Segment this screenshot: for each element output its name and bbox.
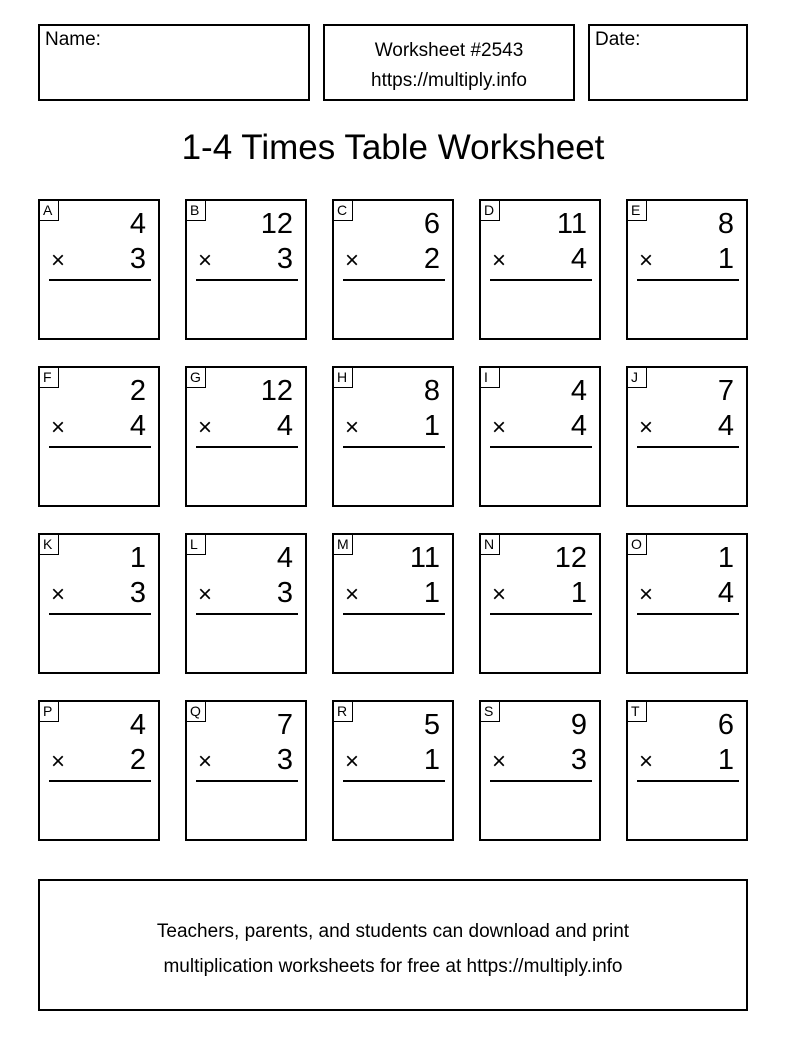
multiplier: 3 bbox=[276, 577, 293, 609]
multiplier: 2 bbox=[129, 744, 146, 776]
answer-line bbox=[49, 446, 151, 448]
answer-line bbox=[49, 780, 151, 782]
problem-card bbox=[332, 199, 454, 340]
multiplier: 1 bbox=[423, 577, 440, 609]
problem-letter: M bbox=[333, 534, 353, 555]
times-sign: × bbox=[51, 247, 66, 274]
times-sign: × bbox=[198, 581, 213, 608]
worksheet-number: Worksheet #2543 bbox=[374, 40, 524, 61]
times-sign: × bbox=[198, 748, 213, 775]
problem-letter: A bbox=[39, 200, 59, 221]
multiplier: 4 bbox=[570, 410, 587, 442]
multiplier: 1 bbox=[717, 243, 734, 275]
problem-card bbox=[38, 366, 160, 507]
multiplier: 2 bbox=[423, 243, 440, 275]
times-sign: × bbox=[492, 247, 507, 274]
footer-box bbox=[38, 879, 748, 1011]
multiplier: 3 bbox=[129, 243, 146, 275]
problem-card bbox=[626, 199, 748, 340]
name-label: Name: bbox=[45, 29, 101, 50]
times-sign: × bbox=[51, 414, 66, 441]
times-sign: × bbox=[639, 748, 654, 775]
problem-card bbox=[38, 199, 160, 340]
answer-line bbox=[49, 279, 151, 281]
answer-line bbox=[343, 780, 445, 782]
multiplier: 4 bbox=[717, 577, 734, 609]
times-sign: × bbox=[492, 581, 507, 608]
problem-letter: E bbox=[627, 200, 647, 221]
times-sign: × bbox=[345, 414, 360, 441]
multiplicand: 12 bbox=[554, 542, 587, 574]
multiplicand: 6 bbox=[423, 208, 440, 240]
problem-card bbox=[185, 366, 307, 507]
multiplier: 3 bbox=[129, 577, 146, 609]
worksheet-info-box bbox=[323, 24, 575, 101]
answer-line bbox=[343, 446, 445, 448]
page-title: 1-4 Times Table Worksheet bbox=[181, 128, 605, 167]
answer-line bbox=[637, 446, 739, 448]
times-sign: × bbox=[639, 581, 654, 608]
multiplicand: 4 bbox=[129, 208, 146, 240]
footer-line-2: multiplication worksheets for free at https://multiply.info bbox=[163, 956, 623, 977]
answer-line bbox=[637, 613, 739, 615]
problem-letter: B bbox=[186, 200, 206, 221]
multiplicand: 12 bbox=[260, 375, 293, 407]
multiplier: 4 bbox=[717, 410, 734, 442]
problem-letter: R bbox=[333, 701, 353, 722]
answer-line bbox=[490, 279, 592, 281]
multiplier: 3 bbox=[276, 744, 293, 776]
times-sign: × bbox=[345, 748, 360, 775]
problem-letter: J bbox=[627, 367, 647, 388]
problem-letter: L bbox=[186, 534, 206, 555]
multiplicand: 4 bbox=[276, 542, 293, 574]
multiplicand: 9 bbox=[570, 709, 587, 741]
answer-line bbox=[196, 279, 298, 281]
multiplicand: 11 bbox=[556, 208, 587, 240]
multiplier: 1 bbox=[717, 744, 734, 776]
times-sign: × bbox=[198, 414, 213, 441]
problem-card bbox=[479, 700, 601, 841]
multiplicand: 8 bbox=[717, 208, 734, 240]
problem-card bbox=[479, 533, 601, 674]
times-sign: × bbox=[198, 247, 213, 274]
problem-letter: G bbox=[186, 367, 206, 388]
footer-line-1: Teachers, parents, and students can download and print bbox=[156, 921, 630, 942]
times-sign: × bbox=[345, 581, 360, 608]
problem-card bbox=[185, 700, 307, 841]
multiplicand: 8 bbox=[423, 375, 440, 407]
multiplicand: 7 bbox=[717, 375, 734, 407]
multiplicand: 4 bbox=[129, 709, 146, 741]
multiplier: 4 bbox=[276, 410, 293, 442]
times-sign: × bbox=[51, 748, 66, 775]
problem-letter: N bbox=[480, 534, 500, 555]
problem-card bbox=[38, 533, 160, 674]
multiplier: 1 bbox=[423, 410, 440, 442]
problem-letter: C bbox=[333, 200, 353, 221]
problem-letter: D bbox=[480, 200, 500, 221]
multiplicand: 6 bbox=[717, 709, 734, 741]
problem-card bbox=[626, 366, 748, 507]
times-sign: × bbox=[51, 581, 66, 608]
multiplier: 3 bbox=[276, 243, 293, 275]
name-field-box bbox=[38, 24, 310, 101]
multiplier: 4 bbox=[570, 243, 587, 275]
times-sign: × bbox=[492, 748, 507, 775]
multiplicand: 11 bbox=[409, 542, 440, 574]
problem-card bbox=[332, 700, 454, 841]
multiplicand: 5 bbox=[423, 709, 440, 741]
problem-letter: O bbox=[627, 534, 647, 555]
problem-card bbox=[332, 366, 454, 507]
multiplicand: 12 bbox=[260, 208, 293, 240]
problem-card bbox=[38, 700, 160, 841]
answer-line bbox=[637, 780, 739, 782]
multiplier: 3 bbox=[570, 744, 587, 776]
worksheet-url: https://multiply.info bbox=[371, 70, 527, 91]
multiplicand: 1 bbox=[129, 542, 146, 574]
multiplier: 4 bbox=[129, 410, 146, 442]
problem-card bbox=[479, 199, 601, 340]
problem-card bbox=[479, 366, 601, 507]
problem-letter: F bbox=[39, 367, 59, 388]
problem-letter: K bbox=[39, 534, 59, 555]
problem-letter: S bbox=[480, 701, 500, 722]
multiplicand: 2 bbox=[129, 375, 146, 407]
multiplier: 1 bbox=[423, 744, 440, 776]
problem-letter: Q bbox=[186, 701, 206, 722]
multiplier: 1 bbox=[570, 577, 587, 609]
problem-letter: T bbox=[627, 701, 647, 722]
answer-line bbox=[637, 279, 739, 281]
multiplicand: 4 bbox=[570, 375, 587, 407]
times-sign: × bbox=[639, 414, 654, 441]
answer-line bbox=[490, 446, 592, 448]
multiplicand: 7 bbox=[276, 709, 293, 741]
answer-line bbox=[343, 279, 445, 281]
problem-letter: P bbox=[39, 701, 59, 722]
answer-line bbox=[490, 613, 592, 615]
times-sign: × bbox=[492, 414, 507, 441]
answer-line bbox=[49, 613, 151, 615]
problem-card bbox=[185, 533, 307, 674]
answer-line bbox=[196, 780, 298, 782]
problem-letter: I bbox=[480, 367, 500, 388]
answer-line bbox=[196, 446, 298, 448]
problem-card bbox=[626, 700, 748, 841]
answer-line bbox=[196, 613, 298, 615]
answer-line bbox=[490, 780, 592, 782]
problem-card bbox=[332, 533, 454, 674]
answer-line bbox=[343, 613, 445, 615]
date-field-box bbox=[588, 24, 748, 101]
problem-card bbox=[626, 533, 748, 674]
problem-card bbox=[185, 199, 307, 340]
date-label: Date: bbox=[595, 29, 641, 50]
times-sign: × bbox=[639, 247, 654, 274]
multiplicand: 1 bbox=[717, 542, 734, 574]
problem-letter: H bbox=[333, 367, 353, 388]
times-sign: × bbox=[345, 247, 360, 274]
